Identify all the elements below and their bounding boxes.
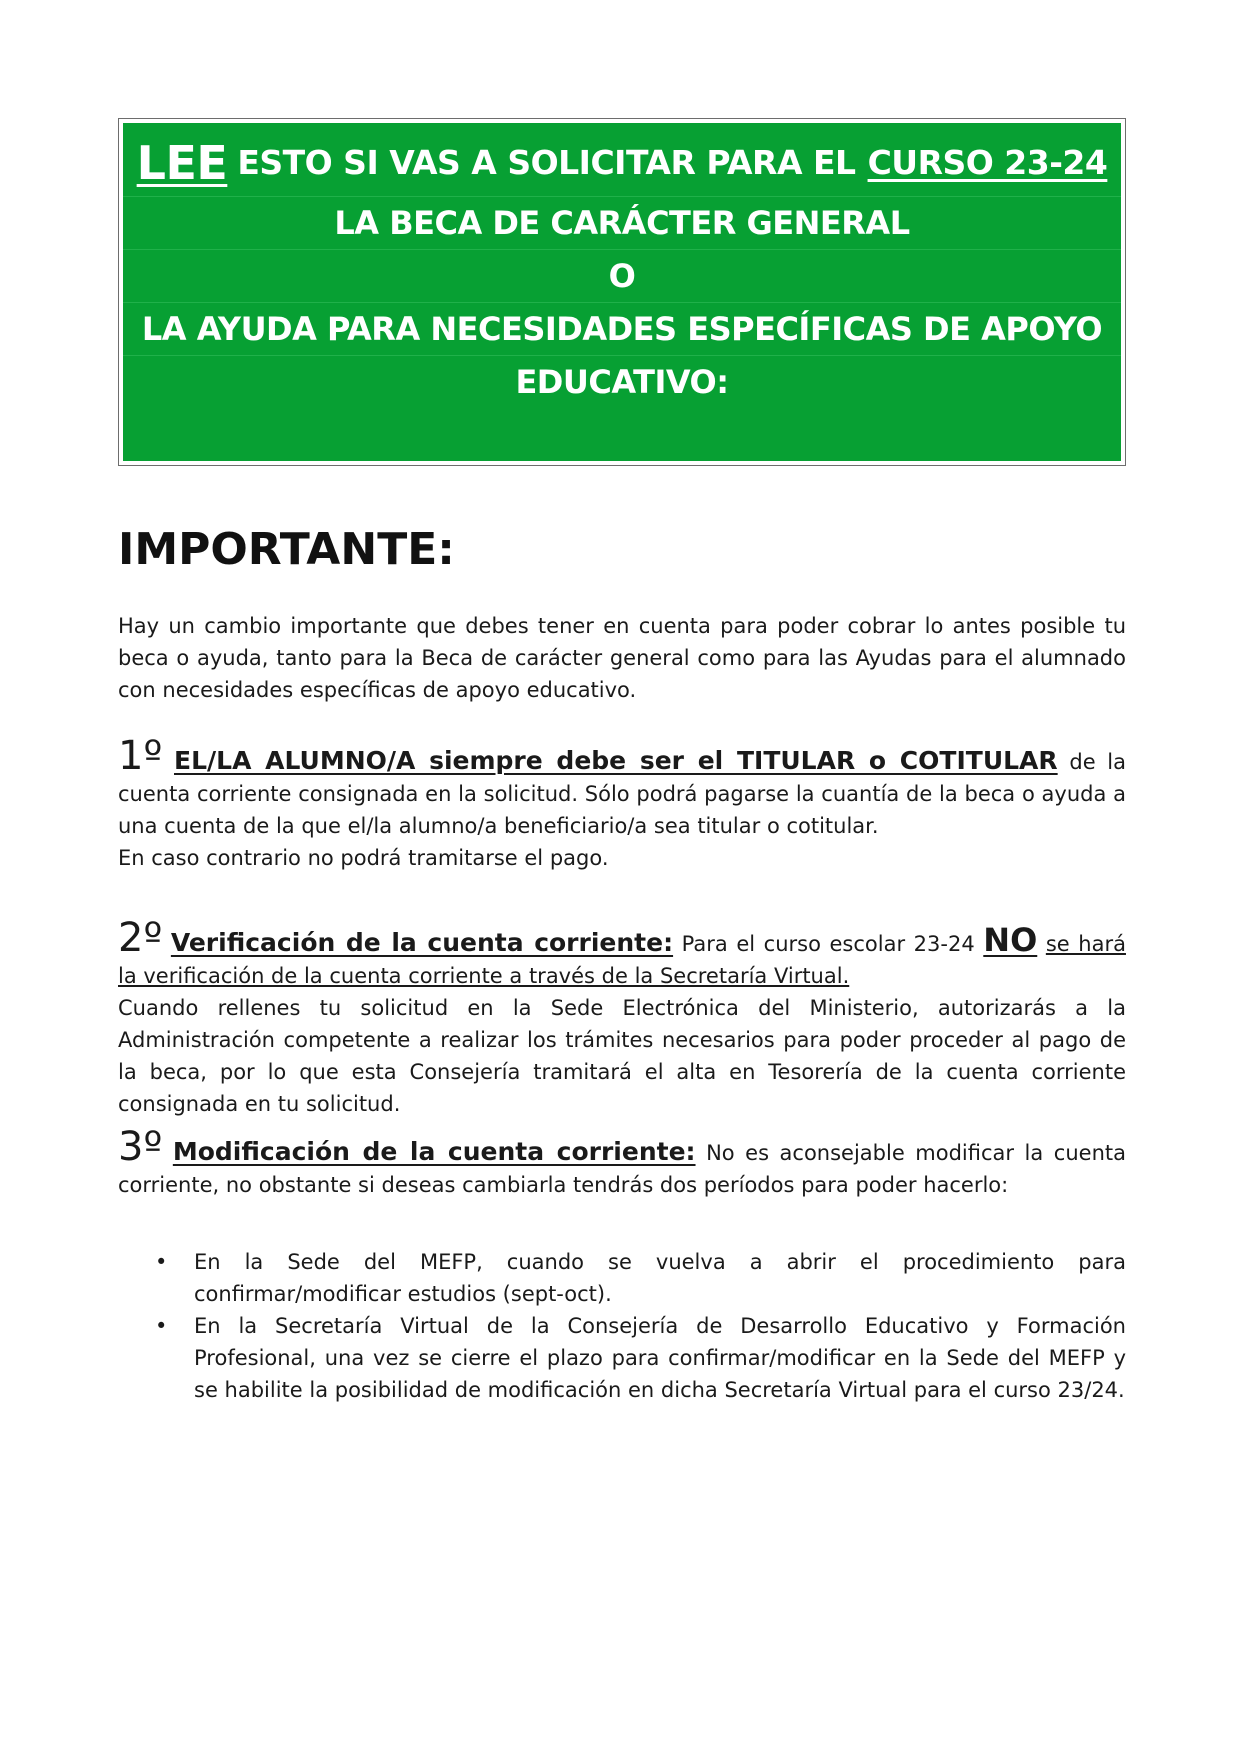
bullet-icon: •: [155, 1250, 168, 1274]
section-3-title: Modificación de la cuenta corriente:: [172, 1137, 696, 1166]
bullet-icon: •: [155, 1314, 168, 1338]
section-2-title: Verificación de la cuenta corriente:: [170, 928, 674, 957]
section-2-number: 2º: [118, 915, 163, 961]
title-banner: [118, 118, 1126, 466]
section-3-number: 3º: [118, 1124, 163, 1170]
list-item-text: En la Sede del MEFP, cuando se vuelva a abrir el procedimiento para confirmar/modificar estudios (sept-oct).: [194, 1250, 1126, 1306]
banner-curso: CURSO 23-24: [867, 143, 1108, 182]
banner-line-4: LA AYUDA PARA NECESIDADES ESPECÍFICAS DE APOYO: [123, 303, 1121, 356]
banner-line-1: [123, 123, 1121, 197]
section-3: [118, 1124, 1126, 1201]
title-banner-fill: [123, 123, 1121, 461]
banner-line-2: LA BECA DE CARÁCTER GENERAL: [123, 197, 1121, 250]
list-item: [155, 1246, 1126, 1310]
banner-line-1-text: ESTO SI VAS A SOLICITAR PARA EL: [237, 143, 856, 182]
section-2-text-b: se hará la verificación de la cuenta corriente a través de la Secretaría Virtual.: [118, 932, 1126, 988]
section-1-number: 1º: [118, 733, 163, 779]
section-1-text-2: En caso contrario no podrá tramitarse el pago.: [118, 846, 609, 870]
section-3-bullet-list: [155, 1246, 1126, 1406]
banner-line-5: EDUCATIVO:: [515, 363, 729, 401]
section-2-text-a: Para el curso escolar 23-24: [681, 932, 975, 956]
banner-line-3: O: [123, 250, 1121, 303]
banner-lee: LEE: [136, 135, 228, 190]
important-heading: IMPORTANTE:: [118, 524, 455, 575]
section-2-text-2: Cuando rellenes tu solicitud en la Sede Electrónica del Ministerio, autorizarás a la Administración competente a realizar los trámites necesarios para poder proceder al pago de la beca, por lo que esta Consejería tramitará el alta en Tesorería de la cuenta corriente consignada en tu solicitud.: [118, 996, 1126, 1116]
section-2: [118, 915, 1126, 1120]
list-item-text: En la Secretaría Virtual de la Consejería de Desarrollo Educativo y Formación Profesional, una vez se cierre el plazo para confirmar/modificar en la Sede del MEFP y se habilite la posibilidad de modificación en dicha Secretaría Virtual para el curso 23/24.: [194, 1314, 1126, 1402]
section-3-text: No es aconsejable modificar la cuenta corriente, no obstante si deseas cambiarla tendrás dos períodos para poder hacerlo:: [118, 1141, 1126, 1197]
list-item: [155, 1310, 1126, 1406]
section-1: [118, 733, 1127, 874]
section-1-text: de la cuenta corriente consignada en la solicitud. Sólo podrá pagarse la cuantía de la beca o ayuda a una cuenta de la que el/la alumno/a beneficiario/a sea titular o cotitular.: [118, 750, 1127, 838]
intro-paragraph: Hay un cambio importante que debes tener en cuenta para poder cobrar lo antes posible tu beca o ayuda, tanto para la Beca de carácter general como para las Ayudas para el alumnado con necesidades específicas de apoyo educativo.: [118, 614, 1126, 702]
section-2-no: NO: [983, 921, 1038, 959]
section-1-title: EL/LA ALUMNO/A siempre debe ser el TITULAR o COTITULAR: [174, 746, 1058, 775]
banner-spacer: [123, 408, 1121, 461]
